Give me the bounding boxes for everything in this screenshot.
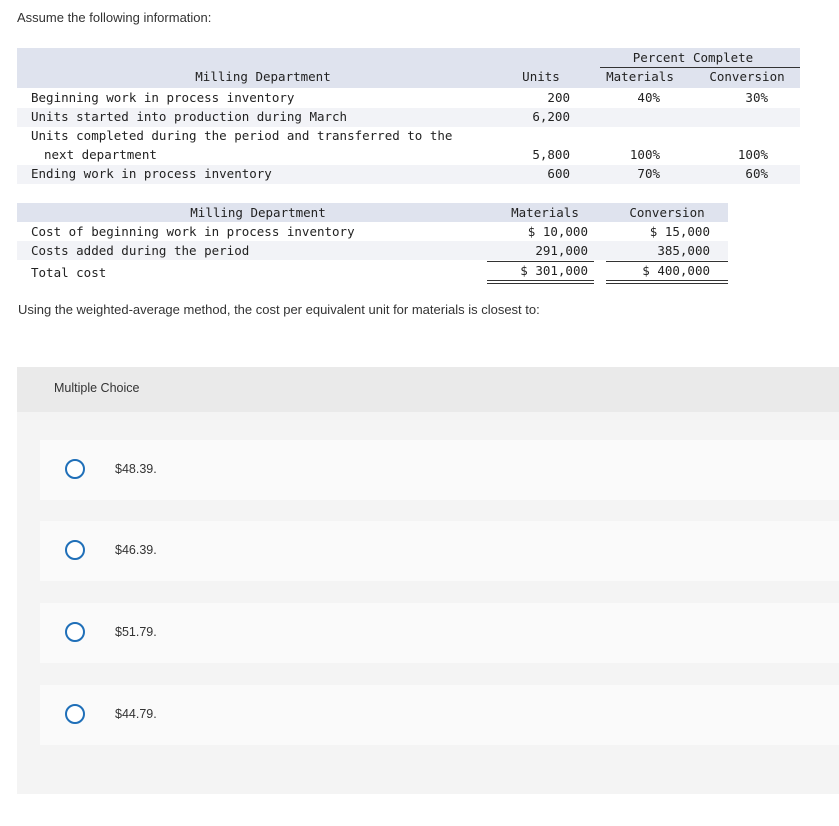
radio-button[interactable] (65, 704, 85, 724)
table2-dept-header: Milling Department (190, 205, 326, 220)
radio-button[interactable] (65, 540, 85, 560)
table2-conversion-cell: $ 400,000 (642, 263, 710, 278)
table1-units-cell: 600 (547, 166, 570, 181)
table1-materials-header: Materials (606, 69, 674, 84)
choice-option-3[interactable] (40, 603, 839, 663)
table1-dept-header: Milling Department (195, 69, 331, 84)
table1-row-label: Units started into production during March (31, 109, 348, 124)
table1-row-label: Beginning work in process inventory (31, 90, 295, 105)
table1-row-label: next department (44, 147, 157, 162)
percent-complete-underline (600, 67, 800, 68)
multiple-choice-title: Multiple Choice (54, 381, 140, 395)
table2-conversion-cell: $ 15,000 (649, 224, 710, 239)
total-double-underline-materials (487, 280, 594, 281)
table1-conversion-cell: 30% (745, 90, 768, 105)
table2-materials-cell: $ 10,000 (527, 224, 588, 239)
table2-row-label: Total cost (31, 265, 107, 280)
table1-units-header: Units (522, 69, 560, 84)
table1-conversion-cell: 60% (745, 166, 768, 181)
multiple-choice-header (17, 367, 839, 412)
table1-materials-cell: 70% (637, 166, 660, 181)
percent-complete-header: Percent Complete (632, 50, 754, 65)
choice-option-4[interactable] (40, 685, 839, 745)
table1-units-cell: 200 (547, 90, 570, 105)
choice-label: $44.79. (115, 707, 157, 721)
total-double-underline-materials (487, 283, 594, 284)
subtotal-underline-materials (487, 261, 594, 262)
table2-materials-cell: 291,000 (535, 243, 588, 258)
total-double-underline-conversion (606, 283, 728, 284)
choice-option-2[interactable] (40, 521, 839, 581)
subtotal-underline-conversion (606, 261, 728, 262)
table1-row-label: Ending work in process inventory (31, 166, 272, 181)
table2-materials-header: Materials (511, 205, 579, 220)
choice-label: $48.39. (115, 462, 157, 476)
choice-label: $46.39. (115, 543, 157, 557)
table2-row-label: Cost of beginning work in process inventory (31, 224, 355, 239)
total-double-underline-conversion (606, 280, 728, 281)
table2-row-label: Costs added during the period (31, 243, 250, 258)
choice-option-1[interactable] (40, 440, 839, 500)
table1-units-cell: 6,200 (532, 109, 570, 124)
radio-button[interactable] (65, 622, 85, 642)
table1-materials-cell: 40% (637, 90, 660, 105)
table1-units-cell: 5,800 (532, 147, 570, 162)
table2-materials-cell: $ 301,000 (520, 263, 588, 278)
table2-conversion-cell: 385,000 (657, 243, 710, 258)
radio-button[interactable] (65, 459, 85, 479)
table1-materials-cell: 100% (629, 147, 660, 162)
table1-row-label: Units completed during the period and transferred to the (31, 128, 453, 143)
intro-text: Assume the following information: (17, 10, 212, 25)
question-text: Using the weighted-average method, the cost per equivalent unit for materials is closest to: (18, 302, 540, 317)
table2-conversion-header: Conversion (629, 205, 705, 220)
choice-label: $51.79. (115, 625, 157, 639)
multiple-choice-panel (17, 367, 839, 794)
table1-conversion-header: Conversion (709, 69, 785, 84)
table1-conversion-cell: 100% (737, 147, 768, 162)
